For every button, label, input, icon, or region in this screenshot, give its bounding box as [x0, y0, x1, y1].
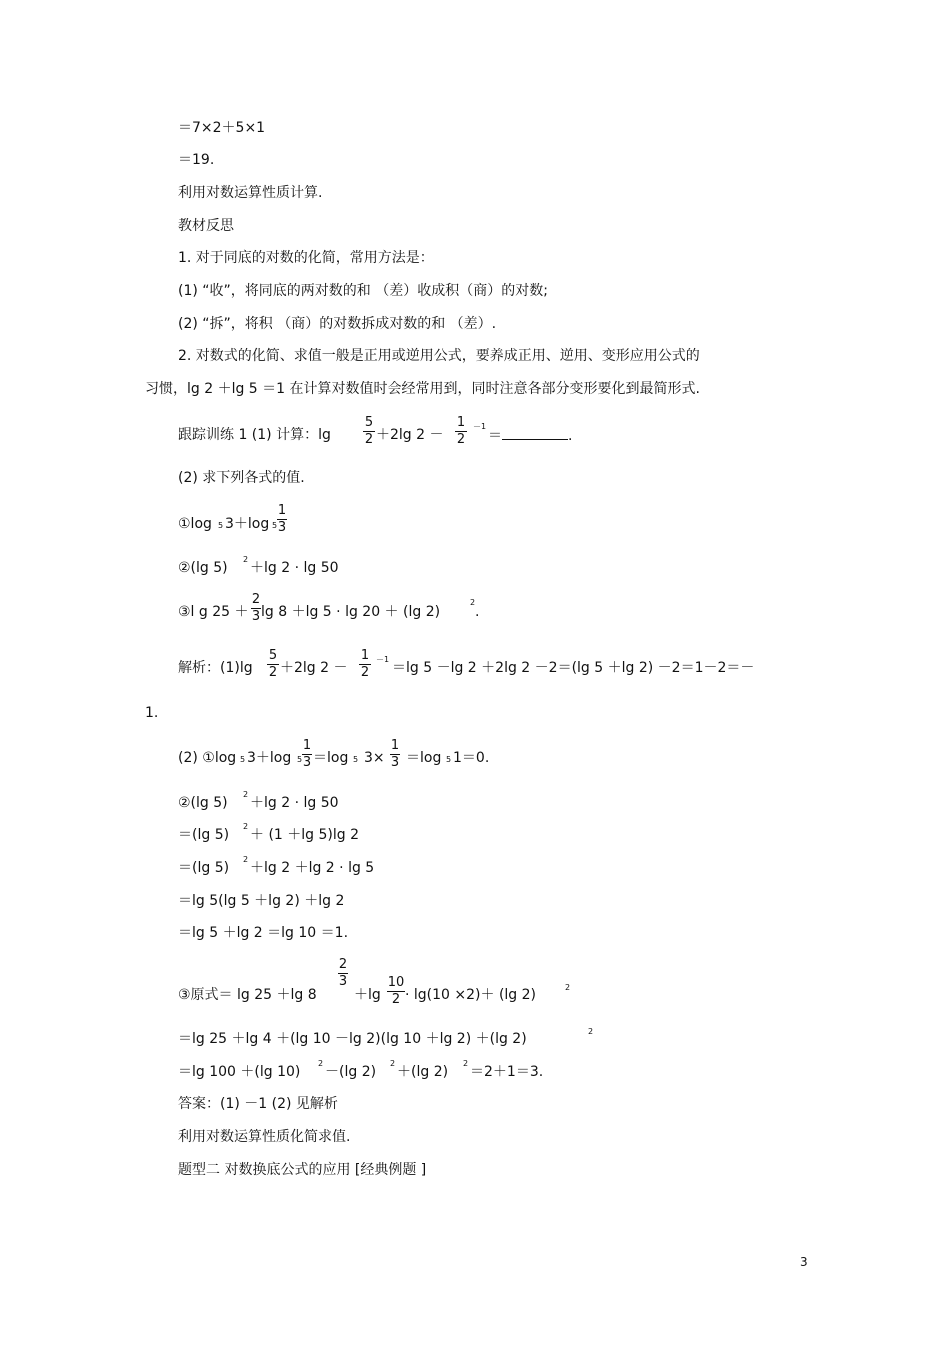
paragraph-line: (2) “拆”，将积 （商）的对数拆成对数的和 （差）. [178, 316, 497, 332]
subscript: 5 [218, 521, 224, 530]
exercise-item: 3＋log [225, 516, 270, 532]
superscript: 2 [565, 983, 571, 992]
superscript: 2 [243, 790, 249, 799]
solution-line: ＝lg 5(lg 5 ＋lg 2) ＋lg 2 [178, 893, 345, 909]
page-number: 3 [800, 1255, 808, 1269]
exercise-item: ②(lg 5) [178, 560, 228, 576]
solution-line: ＝log [406, 750, 442, 766]
paragraph-line: (1) “收”，将同底的两对数的和 （差）收成积（商）的对数; [178, 283, 548, 299]
fraction: 5 2 [364, 415, 374, 447]
fraction: 1 3 [277, 503, 287, 535]
solution-line: －(lg 2) [325, 1064, 377, 1080]
paragraph-line: 2. 对数式的化简、求值一般是正用或逆用公式，要养成正用、逆用、变形应用公式的 [178, 348, 700, 364]
solution-line: ＝(lg 5) [178, 860, 230, 876]
subscript: 5 [446, 755, 452, 764]
superscript: 2 [470, 598, 476, 607]
answer-blank [502, 425, 568, 440]
solution-line: 3＋log [247, 750, 292, 766]
fraction: 2 3 [251, 592, 261, 624]
solution-line: 解析：(1)lg [178, 660, 253, 676]
section-heading: 题型二 对数换底公式的应用 [经典例题 ] [178, 1162, 427, 1178]
solution-line: ＝lg 25 ＋lg 4 ＋(lg 10 －lg 2)(lg 10 ＋lg 2) ＋(lg 2) [178, 1031, 527, 1047]
solution-line: ＝log [313, 750, 349, 766]
subscript: 5 [297, 755, 303, 764]
paragraph-line: 1. 对于同底的对数的化简，常用方法是： [178, 250, 434, 266]
exercise-item: ＋lg 2 · lg 50 [250, 560, 339, 576]
remark-line: 利用对数运算性质化简求值. [178, 1129, 351, 1145]
solution-line: ＋ (1 ＋lg 5)lg 2 [250, 827, 359, 843]
exercise-item: . [475, 604, 480, 620]
solution-line: 3× [364, 750, 385, 766]
solution-line: ＋lg 2 ＋lg 2 · lg 5 [250, 860, 375, 876]
answer-line: 答案：(1) －1 (2) 见解析 [178, 1096, 338, 1112]
exercise-item: ③l g 25 ＋ [178, 604, 249, 620]
solution-line: · lg(10 ×2)＋ (lg 2) [405, 987, 537, 1003]
superscript: 2 [243, 822, 249, 831]
fraction: 5 2 [268, 648, 278, 680]
superscript: 2 [390, 1059, 396, 1068]
fraction: 2 3 [338, 957, 348, 989]
superscript: 2 [318, 1059, 324, 1068]
remark-line: 利用对数运算性质计算. [178, 185, 323, 201]
fraction: 1 2 [456, 415, 466, 447]
solution-line: ＋2lg 2 － [280, 660, 348, 676]
fraction: 1 3 [390, 738, 400, 770]
superscript: 2 [243, 555, 249, 564]
exercise-line: ＝ . [488, 425, 572, 446]
fraction: 10 2 [387, 975, 405, 1007]
solution-line: 1. [145, 705, 159, 721]
fraction: 1 2 [360, 648, 370, 680]
superscript: －1 [473, 422, 487, 431]
subscript: 5 [353, 755, 359, 764]
solution-line: ＝(lg 5) [178, 827, 230, 843]
subscript: 5 [240, 755, 246, 764]
solution-line: ＝lg 5 －lg 2 ＋2lg 2 －2＝(lg 5 ＋lg 2) －2＝1－2＝－ [392, 660, 755, 676]
solution-line: ＝lg 5 ＋lg 2 ＝lg 10 ＝1. [178, 925, 349, 941]
solution-line: ②(lg 5) [178, 795, 228, 811]
solution-line: ＋(lg 2) [397, 1064, 449, 1080]
exercise-line: 跟踪训练 1 (1) 计算：lg [178, 427, 331, 443]
fraction: 1 3 [302, 738, 312, 770]
section-heading: 教材反思 [178, 218, 234, 234]
superscript: 2 [243, 855, 249, 864]
solution-line: (2) ①log [178, 750, 237, 766]
solution-line: ＝lg 100 ＋(lg 10) [178, 1064, 301, 1080]
solution-line: ③原式＝ lg 25 ＋lg 8 [178, 987, 317, 1003]
paragraph-line: (2) 求下列各式的值. [178, 470, 305, 486]
subscript: 5 [272, 521, 278, 530]
paragraph-line: 习惯，lg 2 ＋lg 5 ＝1 在计算对数值时会经常用到，同时注意各部分变形要化到最简形式. [145, 381, 700, 397]
solution-line: ＋lg 2 · lg 50 [250, 795, 339, 811]
solution-line: ＝2＋1＝3. [470, 1064, 544, 1080]
exercise-line: ＋2lg 2 － [376, 427, 444, 443]
equation-line: ＝7×2＋5×1 [178, 120, 266, 136]
superscript: 2 [463, 1059, 469, 1068]
equation-line: ＝19. [178, 152, 215, 168]
solution-line: 1＝0. [453, 750, 490, 766]
solution-line: ＋lg [354, 987, 381, 1003]
superscript: －1 [376, 655, 390, 664]
exercise-item: lg 8 ＋lg 5 · lg 20 ＋ (lg 2) [261, 604, 441, 620]
superscript: 2 [588, 1027, 594, 1036]
exercise-item: ①log [178, 516, 212, 532]
